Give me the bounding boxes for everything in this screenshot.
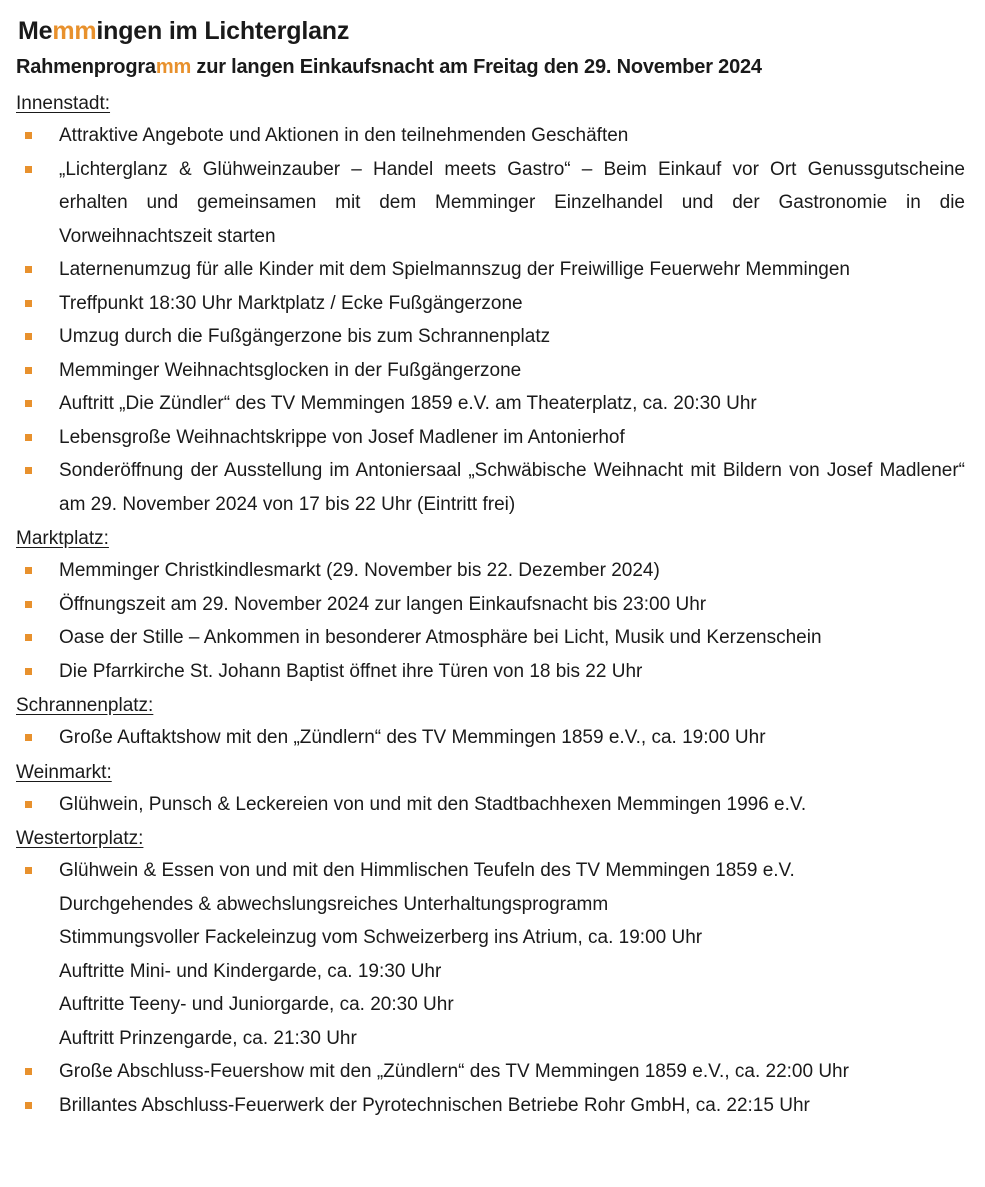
list-item [16, 721, 965, 755]
list-item [16, 287, 965, 321]
list-item [16, 1055, 965, 1089]
list-item-text: Auftritt „Die Zündler“ des TV Memmingen 1859 e.V. am Theaterplatz, ca. 20:30 Uhr [59, 393, 757, 414]
list-item-text: Brillantes Abschluss-Feuerwerk der Pyrotechnischen Betriebe Rohr GmbH, ca. 22:15 Uhr [59, 1094, 810, 1116]
list-item [16, 153, 965, 254]
list-item-text: „Lichterglanz & Glühweinzauber – Handel meets Gastro“ – Beim Einkauf vor Ort Genussgutscheine erhalten und gemeinsamen mit dem Memminger Einzelhandel und der Gastronomie in die Vorweihnachtszeit starten [59, 158, 965, 247]
bullet-icon [25, 668, 32, 675]
list-item-line: Stimmungsvoller Fackeleinzug vom Schweizerberg ins Atrium, ca. 19:00 Uhr [59, 927, 703, 948]
bullet-icon [25, 867, 32, 874]
section-heading-schrannenplatz: Schrannenplatz: [16, 695, 154, 716]
bullet-icon [25, 266, 32, 273]
list-item [16, 253, 965, 287]
list-item [16, 554, 965, 588]
innenstadt-list [16, 119, 965, 521]
bullet-icon [25, 734, 32, 741]
list-item-text: Öffnungszeit am 29. November 2024 zur langen Einkaufsnacht bis 23:00 Uhr [59, 593, 707, 615]
subtitle-accent: mm [155, 56, 192, 78]
section-heading-marktplatz: Marktplatz: [16, 528, 109, 549]
weinmarkt-list [16, 788, 965, 822]
list-item-text: Attraktive Angebote und Aktionen in den teilnehmenden Geschäften [59, 125, 629, 146]
list-item-text: Umzug durch die Fußgängerzone bis zum Schrannenplatz [59, 326, 551, 347]
bullet-icon [25, 567, 32, 574]
list-item [16, 320, 965, 354]
section-heading-weinmarkt: Weinmarkt: [16, 761, 112, 783]
list-item-text: Große Abschluss-Feuershow mit den „Zündlern“ des TV Memmingen 1859 e.V., ca. 22:00 Uhr [59, 1061, 849, 1082]
list-item [16, 354, 965, 388]
bullet-icon [25, 333, 32, 340]
title-part-1: Me [18, 17, 53, 45]
bullet-icon [25, 467, 32, 474]
list-item-text: Memminger Weihnachtsglocken in der Fußgängerzone [59, 359, 522, 381]
bullet-icon [25, 400, 32, 407]
list-item-text: Glühwein, Punsch & Leckereien von und mit den Stadtbachhexen Memmingen 1996 e.V. [59, 793, 807, 815]
list-item [16, 854, 965, 1055]
westertorplatz-list [16, 854, 965, 1122]
list-item-line: Auftritt Prinzengarde, ca. 21:30 Uhr [59, 1027, 357, 1049]
bullet-icon [25, 634, 32, 641]
list-item [16, 454, 965, 521]
list-item [16, 788, 965, 822]
bullet-icon [25, 300, 32, 307]
subtitle-part-1: Rahmenprogra [16, 56, 156, 78]
list-item-text: Laternenumzug für alle Kinder mit dem Spielmannszug der Freiwillige Feuerwehr Memmingen [59, 259, 850, 280]
list-item [16, 621, 965, 655]
list-item [16, 421, 965, 455]
list-item-text: Große Auftaktshow mit den „Zündlern“ des TV Memmingen 1859 e.V., ca. 19:00 Uhr [59, 727, 766, 748]
list-item-text: Treffpunkt 18:30 Uhr Marktplatz / Ecke Fußgängerzone [59, 292, 523, 314]
list-item-line: Auftritte Teeny- und Juniorgarde, ca. 20:30 Uhr [59, 994, 454, 1015]
page-title [18, 14, 965, 48]
schrannenplatz-list [16, 721, 965, 755]
title-accent: mm [52, 17, 97, 45]
list-item [16, 588, 965, 622]
list-item-line: Glühwein & Essen von und mit den Himmlischen Teufeln des TV Memmingen 1859 e.V. [59, 860, 795, 881]
list-item-text: Sonderöffnung der Ausstellung im Antoniersaal „Schwäbische Weihnacht mit Bildern von Josef Madlener“ am 29. November 2024 von 17 bis 22 Uhr (Eintritt frei) [59, 460, 965, 515]
list-item-text: Die Pfarrkirche St. Johann Baptist öffnet ihre Türen von 18 bis 22 Uhr [59, 660, 643, 682]
list-item [16, 387, 965, 421]
list-item [16, 1089, 965, 1123]
bullet-icon [25, 1068, 32, 1075]
section-heading-innenstadt: Innenstadt: [16, 93, 111, 114]
bullet-icon [25, 367, 32, 374]
list-item-line: Durchgehendes & abwechslungsreiches Unterhaltungsprogramm [59, 893, 609, 915]
page-subtitle [16, 52, 965, 82]
list-item-text: Oase der Stille – Ankommen in besonderer Atmosphäre bei Licht, Musik und Kerzenschein [59, 627, 822, 648]
marktplatz-list [16, 554, 965, 688]
list-item [16, 119, 965, 153]
bullet-icon [25, 166, 32, 173]
bullet-icon [25, 601, 32, 608]
bullet-icon [25, 1102, 32, 1109]
bullet-icon [25, 801, 32, 808]
subtitle-part-2: zur langen Einkaufsnacht am Freitag den 29. November 2024 [191, 56, 762, 78]
bullet-icon [25, 434, 32, 441]
section-heading-westertorplatz: Westertorplatz: [16, 828, 144, 849]
list-item-text: Lebensgroße Weihnachtskrippe von Josef Madlener im Antonierhof [59, 426, 625, 448]
list-item [16, 655, 965, 689]
list-item-text: Memminger Christkindlesmarkt (29. November bis 22. Dezember 2024) [59, 560, 660, 581]
bullet-icon [25, 132, 32, 139]
title-part-2: ingen im Lichterglanz [96, 17, 350, 45]
list-item-line: Auftritte Mini- und Kindergarde, ca. 19:30 Uhr [59, 960, 442, 982]
